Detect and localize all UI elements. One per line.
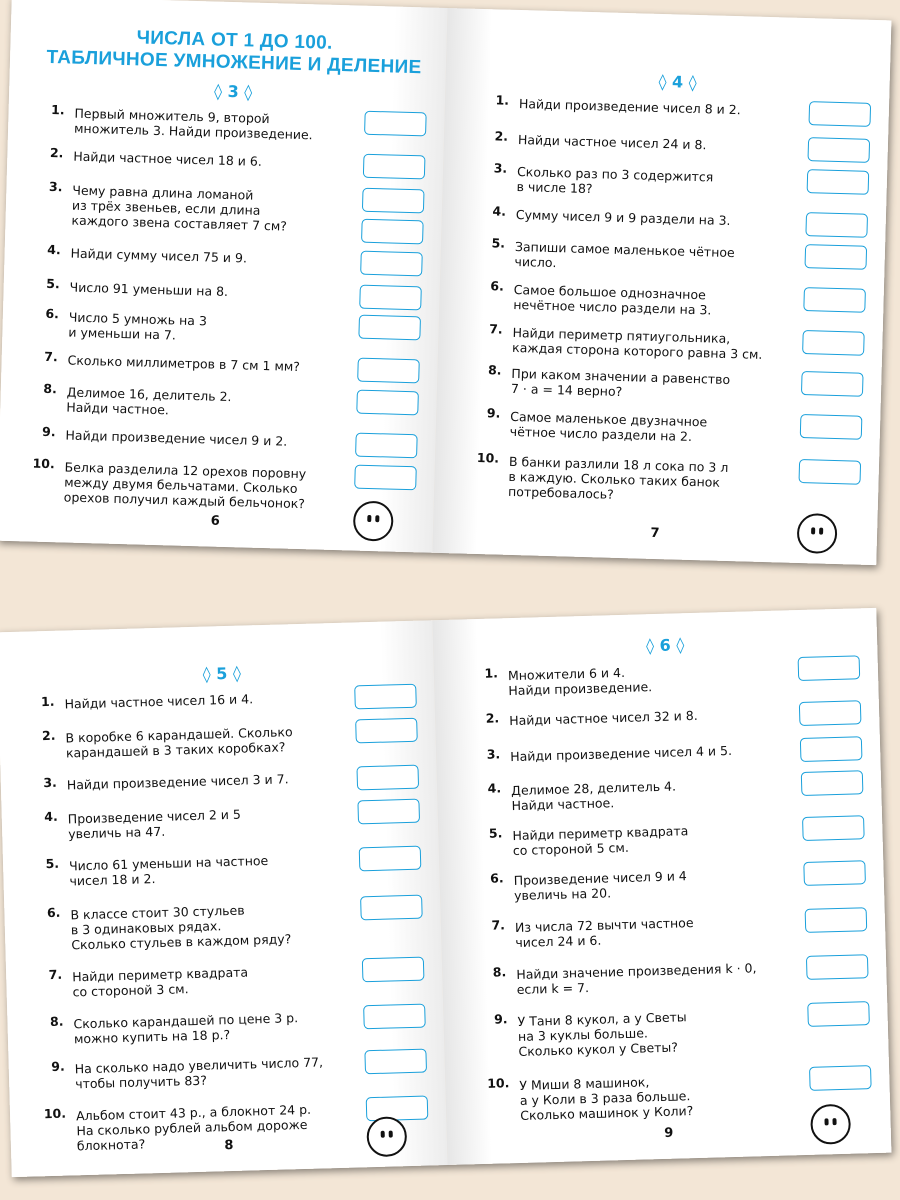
answer-boxes	[348, 389, 419, 415]
task-number: 2.	[485, 710, 500, 726]
answer-boxes	[352, 895, 423, 921]
answer-box[interactable]	[803, 860, 866, 886]
answer-boxes	[356, 1049, 427, 1075]
task-item	[37, 1004, 426, 1048]
task-number: 6.	[489, 870, 504, 886]
task-number: 3.	[493, 160, 508, 176]
answer-box[interactable]	[801, 770, 864, 796]
task-text: Найди произведение чисел 9 и 2.	[65, 427, 288, 449]
task-number: 7.	[44, 348, 58, 365]
task-number: 5.	[491, 235, 506, 251]
task-text: Найди частное чисел 18 и 6.	[73, 148, 263, 169]
section-heading-3: ◊ 3 ◊	[213, 81, 253, 102]
task-item	[478, 235, 867, 279]
answer-box[interactable]	[806, 954, 869, 980]
answer-box[interactable]	[363, 154, 426, 180]
task-item	[35, 179, 424, 245]
answer-box[interactable]	[355, 433, 418, 459]
task-number: 8.	[43, 380, 58, 397]
answer-box[interactable]	[802, 815, 865, 841]
answer-boxes	[796, 244, 867, 270]
page-number: 9	[664, 1125, 674, 1141]
task-number: 2.	[41, 727, 56, 744]
answer-box[interactable]	[357, 799, 420, 825]
smiley-face-icon	[797, 513, 838, 554]
task-item	[474, 736, 863, 771]
task-item	[32, 799, 421, 843]
answer-boxes	[797, 212, 868, 238]
answer-box[interactable]	[798, 459, 861, 485]
task-text: На сколько надо увеличить число 77, чтобы получить 83?	[74, 1054, 324, 1092]
task-text: Найди частное чисел 32 и 8.	[509, 707, 698, 729]
answer-boxes	[798, 954, 869, 980]
answer-box[interactable]	[801, 371, 864, 397]
task-item	[34, 242, 423, 277]
page-6	[0, 0, 448, 553]
task-item	[474, 405, 863, 449]
task-item	[37, 145, 426, 180]
task-number: 3.	[43, 774, 57, 791]
task-item	[29, 423, 418, 458]
task-text: Найди частное чисел 24 и 8.	[517, 132, 707, 153]
answer-boxes	[346, 684, 417, 710]
answer-box[interactable]	[364, 1049, 427, 1075]
task-item	[477, 860, 866, 904]
page-number: 8	[224, 1137, 234, 1154]
answer-boxes	[793, 371, 864, 397]
task-number: 4.	[492, 203, 507, 219]
task-text: Найди периметр пятиугольника, каждая сторона которого равна 3 см.	[511, 324, 763, 362]
task-number: 8.	[49, 1013, 64, 1030]
task-number: 7.	[489, 321, 503, 337]
task-item	[29, 718, 418, 762]
answer-box[interactable]	[359, 846, 422, 872]
answer-boxes	[352, 250, 423, 276]
task-text: Чему равна длина ломаной из трёх звеньев, если длина каждого звена составляет 7 см?	[71, 182, 288, 234]
task-item	[481, 1001, 870, 1060]
answer-boxes	[792, 736, 863, 762]
task-item	[473, 700, 862, 735]
task-text: Делимое 16, делитель 2. Найди частное.	[66, 384, 232, 418]
section-heading-6: ◊ 6 ◊	[645, 635, 685, 656]
answer-boxes	[354, 957, 425, 983]
answer-boxes	[349, 357, 420, 383]
task-number: 9.	[41, 423, 56, 440]
chapter-title-line-1: ЧИСЛА ОТ 1 ДО 100.	[136, 27, 333, 54]
chapter-title-line-2: ТАБЛИЧНОЕ УМНОЖЕНИЕ И ДЕЛЕНИЕ	[46, 46, 422, 79]
task-item	[472, 655, 861, 699]
answer-box[interactable]	[360, 251, 423, 277]
task-text: Сколько миллиметров в 7 см 1 мм?	[67, 352, 301, 375]
answer-boxes	[792, 414, 863, 440]
task-item	[33, 846, 422, 890]
task-text: Первый множитель 9, второй множитель 3. Найди произведение.	[73, 105, 313, 143]
task-item	[475, 362, 864, 406]
answer-box[interactable]	[364, 111, 427, 137]
answer-boxes	[355, 1004, 426, 1030]
task-number: 3.	[48, 178, 63, 195]
answer-boxes	[349, 799, 420, 825]
answer-box[interactable]	[363, 1004, 426, 1030]
chapter-title	[40, 25, 429, 80]
task-item	[30, 381, 419, 425]
page-7	[432, 8, 891, 565]
task-number: 1.	[50, 101, 65, 118]
answer-boxes	[799, 169, 870, 195]
task-text: Запиши самое маленькое чётное число.	[514, 238, 735, 271]
answer-boxes	[347, 432, 418, 458]
answer-box[interactable]	[800, 414, 863, 440]
answer-box[interactable]	[354, 684, 417, 710]
answer-box[interactable]	[799, 700, 862, 726]
task-number: 9.	[51, 1058, 65, 1075]
task-item	[480, 954, 869, 998]
task-text: Сколько раз по 3 содержится в числе 18?	[516, 164, 714, 197]
answer-boxes	[353, 187, 425, 244]
page-9	[432, 608, 891, 1165]
answer-boxes	[801, 1065, 872, 1091]
task-list	[472, 655, 873, 1124]
answer-box[interactable]	[807, 1001, 870, 1027]
task-number: 8.	[492, 964, 507, 980]
task-item	[28, 684, 417, 719]
task-item	[477, 278, 866, 322]
task-text: Найди произведение чисел 8 и 2.	[518, 96, 741, 118]
task-number: 7.	[48, 966, 63, 983]
answer-box[interactable]	[809, 1065, 872, 1091]
task-number: 4.	[47, 241, 61, 258]
task-text: В банки разлили 18 л сока по 3 л в каждую. Сколько таких банок потребовалось?	[507, 453, 729, 502]
task-item	[36, 957, 425, 1001]
task-text: Множители 6 и 4. Найди произведение.	[507, 664, 653, 699]
answer-boxes	[794, 815, 865, 841]
task-number: 3.	[486, 746, 501, 762]
smiley-face-icon	[810, 1104, 851, 1145]
answer-boxes	[347, 718, 418, 744]
task-item	[482, 128, 871, 163]
task-item	[31, 349, 420, 384]
task-text: Число 5 умножь на 3 и уменьши на 7.	[68, 309, 208, 343]
section-heading-4: ◊ 4 ◊	[658, 71, 697, 92]
task-item	[39, 1049, 428, 1093]
answer-boxes	[791, 700, 862, 726]
answer-box[interactable]	[360, 895, 423, 921]
answer-boxes	[351, 284, 422, 310]
task-number: 1.	[495, 92, 510, 108]
task-text: Самое большое однозначное нечётное число раздели на 3.	[513, 281, 712, 318]
task-text: Найди значение произведения k · 0, если k = 7.	[516, 960, 757, 998]
task-list	[472, 92, 871, 509]
answer-box[interactable]	[805, 212, 868, 238]
section-heading-5: ◊ 5 ◊	[202, 663, 242, 684]
smiley-face-icon	[353, 501, 394, 542]
task-item	[32, 306, 421, 350]
task-number: 1.	[484, 665, 499, 681]
task-text: Число 61 уменьши на частное чисел 18 и 2.	[68, 852, 269, 889]
task-list	[28, 102, 427, 515]
task-number: 10.	[43, 1105, 67, 1122]
answer-box[interactable]	[359, 285, 422, 311]
page-8	[0, 620, 448, 1177]
task-text: Найди произведение чисел 4 и 5.	[510, 742, 733, 765]
answer-boxes	[346, 464, 417, 490]
task-number: 6.	[45, 305, 60, 322]
answer-boxes	[790, 655, 861, 681]
answer-box[interactable]	[362, 188, 425, 214]
task-text: Найди периметр квадрата со стороной 5 см.	[512, 823, 689, 859]
smiley-face-icon	[366, 1116, 407, 1157]
task-text: Найди периметр квадрата со стороной 3 см.	[72, 964, 249, 1000]
spread-pages-8-9	[0, 608, 891, 1177]
answer-box[interactable]	[356, 765, 419, 791]
answer-boxes	[800, 101, 871, 127]
answer-boxes	[793, 770, 864, 796]
answer-box[interactable]	[807, 137, 870, 163]
task-number: 9.	[493, 1011, 508, 1027]
task-number: 1.	[40, 693, 55, 710]
task-item	[33, 276, 422, 311]
answer-boxes	[356, 110, 427, 136]
task-number: 6.	[490, 278, 505, 294]
task-text: Самое маленькое двузначное чётное число раздели на 2.	[509, 408, 708, 444]
task-item	[28, 455, 417, 514]
answer-boxes	[350, 314, 421, 340]
task-text: В коробке 6 карандашей. Сколько карандашей в 3 таких коробках?	[65, 724, 293, 761]
page-number: 6	[210, 513, 220, 529]
task-number: 10.	[476, 449, 500, 466]
answer-box[interactable]	[807, 169, 870, 195]
task-number: 5.	[46, 275, 60, 292]
task-text: Найди сумму чисел 75 и 9.	[70, 245, 248, 266]
task-item	[480, 160, 869, 204]
answer-box[interactable]	[802, 330, 865, 356]
task-number: 6.	[46, 904, 61, 921]
task-item	[472, 450, 861, 509]
task-text: Делимое 28, делитель 4. Найди частное.	[510, 778, 677, 814]
task-item	[476, 321, 865, 365]
answer-boxes	[795, 287, 866, 313]
answer-box[interactable]	[805, 907, 868, 933]
task-number: 9.	[486, 405, 501, 421]
answer-box[interactable]	[366, 1096, 429, 1122]
task-text: Найди частное чисел 16 и 4.	[64, 691, 254, 712]
task-number: 5.	[45, 855, 60, 872]
answer-boxes	[794, 330, 865, 356]
task-text: У Миши 8 машинок, а у Коли в 3 раза больше. Сколько машинок у Коли?	[519, 1074, 694, 1123]
answer-box[interactable]	[800, 736, 863, 762]
answer-box[interactable]	[358, 315, 421, 341]
answer-box[interactable]	[808, 101, 871, 127]
answer-boxes	[351, 846, 422, 872]
task-number: 2.	[49, 144, 64, 161]
task-number: 8.	[487, 362, 502, 378]
task-text: Сколько карандашей по цене 3 р. можно купить на 18 р.?	[73, 1010, 299, 1047]
task-text: Найди произведение чисел 3 и 7.	[66, 771, 289, 793]
task-text: Сумму чисел 9 и 9 раздели на 3.	[515, 206, 731, 228]
task-number: 2.	[494, 128, 509, 144]
task-text: В классе стоит 30 стульев в 3 одинаковых рядах. Сколько стульев в каждом ряду?	[70, 902, 292, 953]
task-item	[38, 102, 427, 146]
answer-box[interactable]	[354, 465, 417, 491]
answer-box[interactable]	[355, 718, 418, 744]
task-number: 4.	[487, 780, 502, 796]
task-item	[34, 895, 423, 954]
answer-box[interactable]	[361, 219, 424, 245]
task-list	[28, 684, 429, 1155]
answer-box[interactable]	[803, 287, 866, 313]
answer-box[interactable]	[357, 358, 420, 384]
task-text: Число 91 уменьши на 8.	[69, 279, 229, 299]
task-text: У Тани 8 кукол, а у Светы на 3 куклы больше. Сколько кукол у Светы?	[517, 1009, 687, 1059]
answer-box[interactable]	[798, 655, 861, 681]
answer-boxes	[799, 137, 870, 163]
task-number: 10.	[486, 1075, 510, 1091]
task-number: 7.	[491, 917, 506, 933]
task-item	[31, 765, 420, 800]
page-number: 7	[650, 525, 660, 542]
task-number: 10.	[32, 455, 55, 472]
task-text: При каком значении a равенство 7 · a = 14 верно?	[510, 365, 731, 400]
task-item	[480, 203, 869, 238]
task-number: 5.	[488, 825, 503, 841]
answer-boxes	[790, 459, 861, 485]
task-item	[483, 92, 872, 127]
answer-boxes	[795, 860, 866, 886]
task-text: Произведение чисел 9 и 4 увеличь на 20.	[513, 868, 687, 904]
spread-pages-6-7	[0, 0, 891, 565]
answer-box[interactable]	[362, 957, 425, 983]
task-item	[475, 770, 864, 814]
answer-boxes	[797, 907, 868, 933]
task-text: Из числа 72 вычти частное чисел 24 и 6.	[514, 915, 694, 951]
answer-box[interactable]	[804, 244, 867, 270]
task-item	[476, 815, 865, 859]
answer-boxes	[348, 765, 419, 791]
task-number: 4.	[44, 808, 58, 825]
task-text: Альбом стоит 43 р., а блокнот 24 р. На сколько рублей альбом дороже блокнота?	[75, 1101, 312, 1154]
answer-box[interactable]	[356, 390, 419, 416]
answer-boxes	[355, 153, 426, 179]
task-text: Произведение чисел 2 и 5 увеличь на 47.	[67, 806, 242, 842]
task-item	[479, 907, 868, 951]
task-text: Белка разделила 12 орехов поровну между двумя бельчатами. Сколько орехов получил каждый бельчонок?	[63, 459, 307, 512]
answer-boxes	[799, 1001, 870, 1027]
